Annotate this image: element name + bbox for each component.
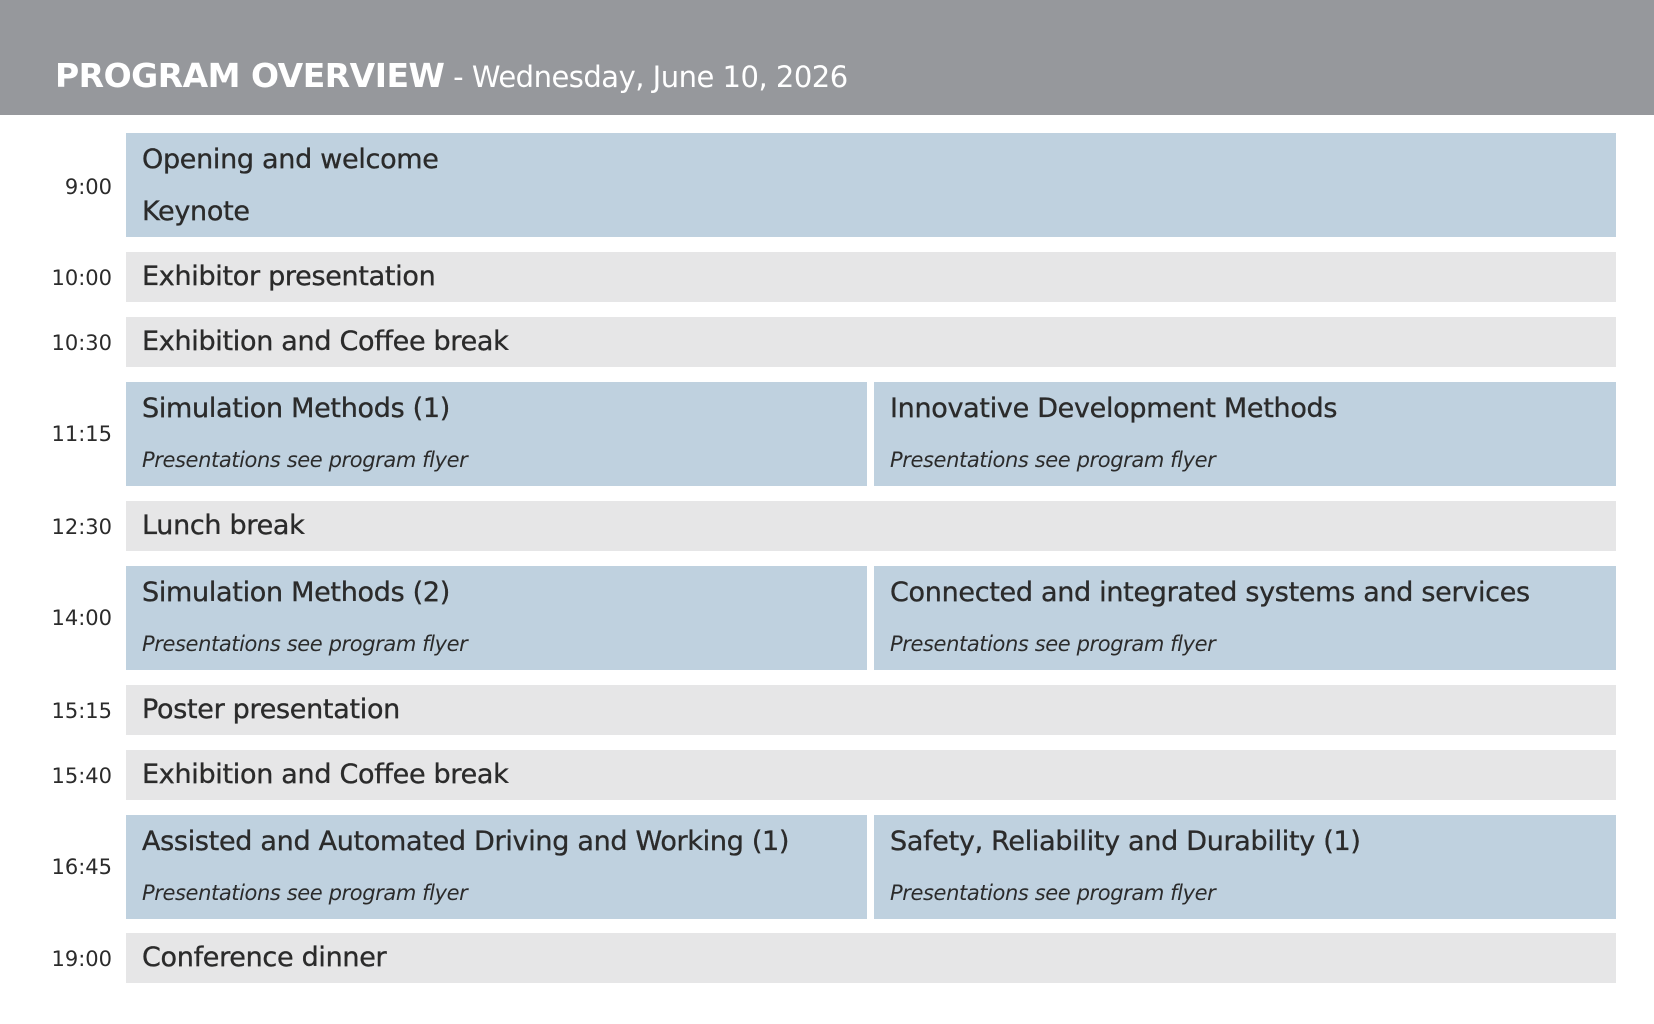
session-note: Presentations see program flyer: [890, 632, 1216, 656]
time-label-1540: 15:40: [51, 764, 112, 788]
time-label-1030: 10:30: [51, 331, 112, 355]
time-label-1230: 12:30: [51, 515, 112, 539]
session-poster-presentation: [126, 685, 1616, 735]
title-date: Wednesday, June 10, 2026: [471, 60, 848, 94]
session-title: Innovative Development Methods: [890, 393, 1338, 424]
session-innovative-development: [874, 382, 1616, 486]
session-title: Simulation Methods (1): [142, 393, 450, 424]
time-label-1515: 15:15: [51, 699, 112, 723]
time-label-1000: 10:00: [51, 266, 112, 290]
session-title: Lunch break: [142, 510, 305, 541]
session-opening-keynote: [126, 133, 1616, 237]
session-note: Presentations see program flyer: [890, 448, 1216, 472]
session-title-keynote: Keynote: [142, 196, 250, 227]
session-title: Conference dinner: [142, 942, 387, 973]
session-title: Simulation Methods (2): [142, 577, 450, 608]
time-label-1645: 16:45: [51, 855, 112, 879]
session-exhibitor-presentation: [126, 252, 1616, 302]
time-label-0900: 9:00: [64, 175, 112, 199]
session-simulation-methods-1: [126, 382, 867, 486]
session-title: Safety, Reliability and Durability (1): [890, 826, 1361, 857]
session-simulation-methods-2: [126, 566, 867, 670]
session-coffee-break-1: [126, 317, 1616, 367]
session-title: Exhibition and Coffee break: [142, 326, 509, 357]
session-title: Assisted and Automated Driving and Working (1): [142, 826, 790, 857]
session-note: Presentations see program flyer: [890, 881, 1216, 905]
header-bar: [0, 0, 1654, 115]
session-note: Presentations see program flyer: [142, 881, 468, 905]
session-title: Connected and integrated systems and services: [890, 577, 1530, 608]
time-label-1900: 19:00: [51, 947, 112, 971]
session-title-opening: Opening and welcome: [142, 144, 439, 175]
page-title: [55, 56, 848, 95]
session-title: Poster presentation: [142, 694, 400, 725]
session-note: Presentations see program flyer: [142, 632, 468, 656]
session-connected-systems: [874, 566, 1616, 670]
title-main: PROGRAM OVERVIEW: [55, 56, 445, 95]
session-safety-reliability: [874, 815, 1616, 919]
session-coffee-break-2: [126, 750, 1616, 800]
session-conference-dinner: [126, 933, 1616, 983]
session-note: Presentations see program flyer: [142, 448, 468, 472]
session-lunch-break: [126, 501, 1616, 551]
session-title: Exhibitor presentation: [142, 261, 436, 292]
time-label-1400: 14:00: [51, 606, 112, 630]
session-title: Exhibition and Coffee break: [142, 759, 509, 790]
time-label-1115: 11:15: [51, 422, 112, 446]
title-separator: -: [444, 60, 472, 94]
session-assisted-automated-driving: [126, 815, 867, 919]
